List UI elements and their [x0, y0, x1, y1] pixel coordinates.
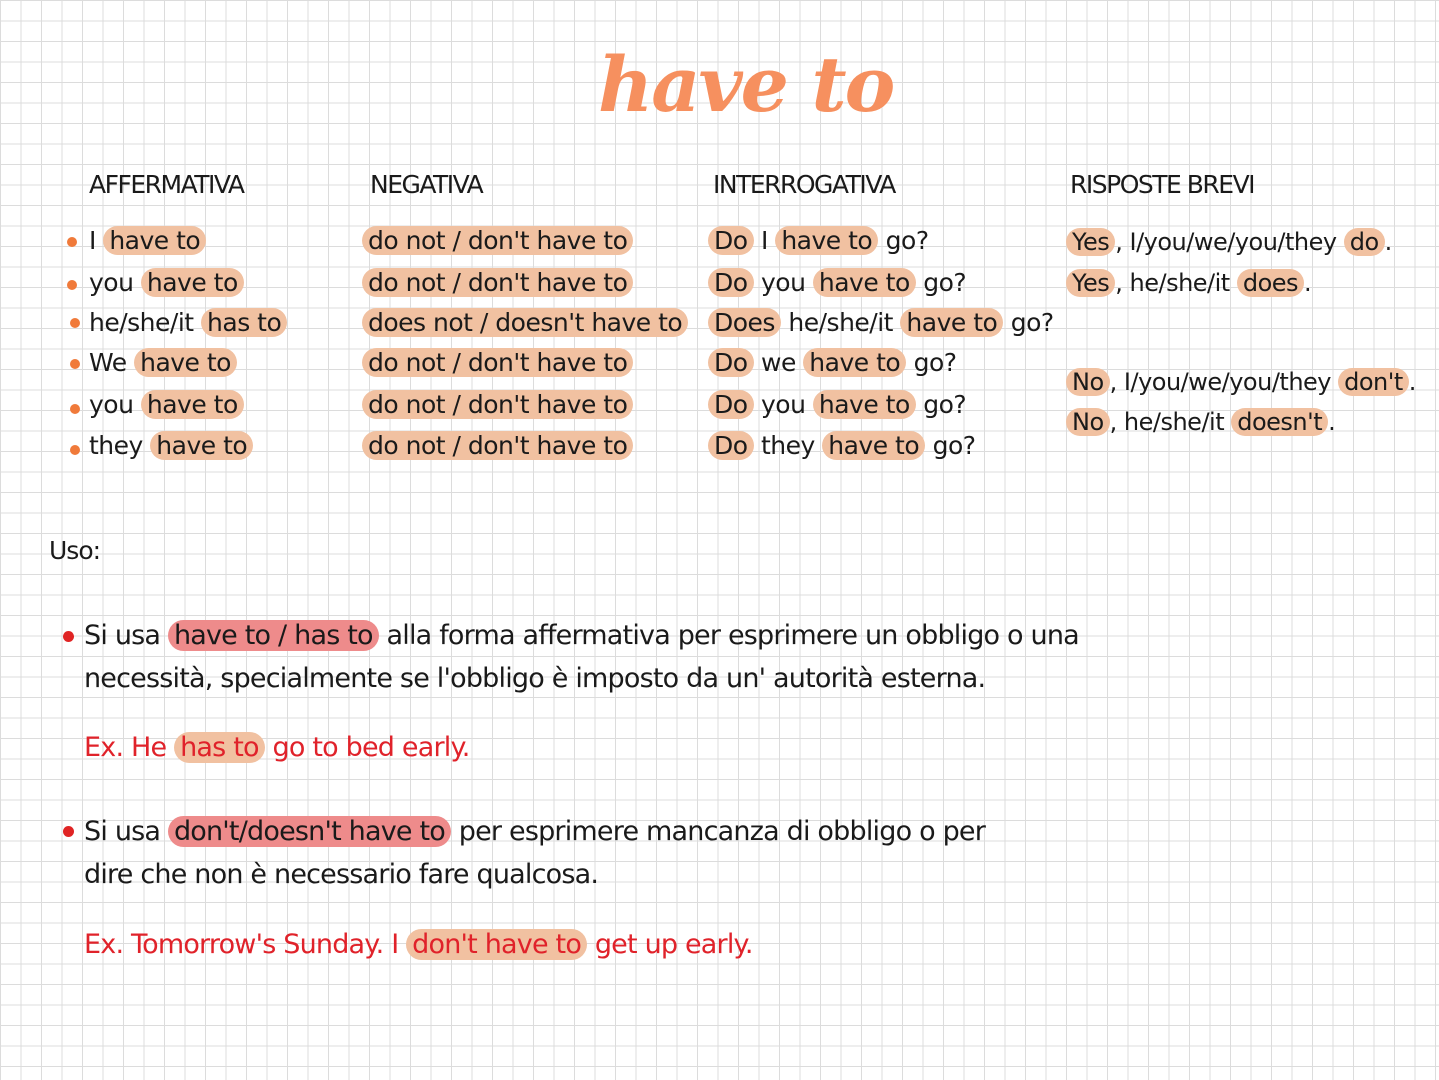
interrogativa-row: Do I have to go?: [708, 222, 929, 260]
bullet-icon: [70, 404, 80, 414]
affermativa-row: they have to: [89, 427, 253, 465]
risposta-row: No , he/she/it doesn't .: [1066, 403, 1335, 441]
negativa-row: do not / don't have to: [362, 386, 633, 424]
affermativa-row: I have to: [89, 222, 206, 260]
risposta-row: No , I/you/we/you/they don't .: [1066, 363, 1416, 401]
affermativa-row: We have to: [89, 344, 237, 382]
interrogativa-row: Do you have to go?: [708, 386, 966, 424]
bullet-icon: [70, 445, 80, 455]
bullet-icon: [63, 631, 74, 642]
bullet-icon: [70, 359, 80, 369]
interrogativa-row: Does he/she/it have to go?: [708, 304, 1054, 342]
affermativa-row: you have to: [89, 386, 244, 424]
uso-point-2-line-2: dire che non è necessario fare qualcosa.: [84, 859, 599, 890]
interrogativa-row: Do we have to go?: [708, 344, 957, 382]
uso-point-1-line-2: necessità, specialmente se l'obbligo è imposto da un' autorità esterna.: [84, 663, 986, 694]
bullet-icon: [70, 318, 80, 328]
bullet-icon: [67, 237, 77, 247]
heading-negativa: NEGATIVA: [370, 170, 483, 199]
risposta-row: Yes , I/you/we/you/they do .: [1066, 223, 1392, 261]
negativa-row: do not / don't have to: [362, 264, 633, 302]
negativa-row: does not / doesn't have to: [362, 304, 688, 342]
affermativa-row: you have to: [89, 264, 244, 302]
heading-risposte-brevi: RISPOSTE BREVI: [1070, 170, 1255, 199]
interrogativa-row: Do you have to go?: [708, 264, 966, 302]
bullet-icon: [67, 280, 77, 290]
heading-interrogativa: INTERROGATIVA: [713, 170, 895, 199]
bullet-icon: [63, 826, 74, 837]
negativa-row: do not / don't have to: [362, 427, 633, 465]
uso-point-1-line-1: Si usa have to / has to alla forma affermativa per esprimere un obbligo o una: [84, 620, 1079, 651]
heading-affermativa: AFFERMATIVA: [89, 170, 244, 199]
uso-point-2-line-1: Si usa don't/doesn't have to per esprimere mancanza di obbligo o per: [84, 816, 986, 847]
page-title: have to: [598, 40, 894, 129]
uso-point-2-example: Ex. Tomorrow's Sunday. I don't have to get up early.: [84, 929, 753, 960]
uso-point-1-example: Ex. He has to go to bed early.: [84, 732, 470, 763]
negativa-row: do not / don't have to: [362, 344, 633, 382]
negativa-row: do not / don't have to: [362, 222, 633, 260]
affermativa-row: he/she/it has to: [89, 304, 287, 342]
uso-label: Uso:: [49, 536, 101, 565]
interrogativa-row: Do they have to go?: [708, 427, 976, 465]
risposta-row: Yes , he/she/it does .: [1066, 264, 1311, 302]
